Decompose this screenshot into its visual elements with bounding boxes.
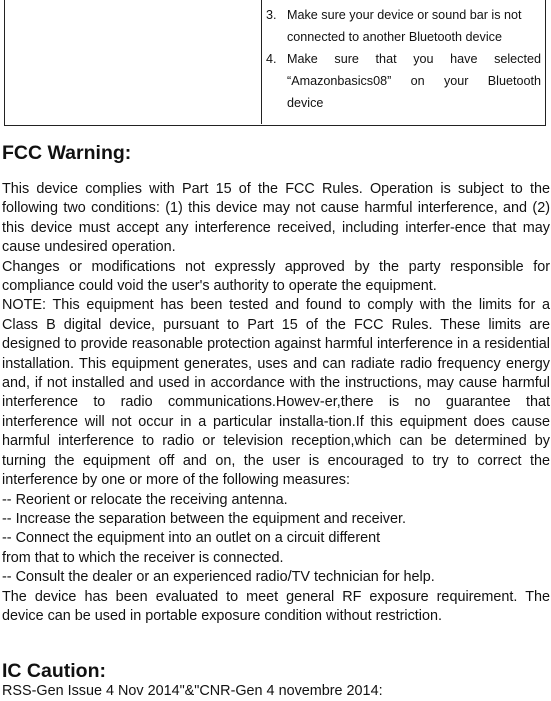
step-text-line: Make sure that you have selected: [287, 52, 541, 66]
step-number: 4.: [266, 52, 277, 66]
step-text-line: device: [287, 96, 324, 110]
table-right-cell: [262, 0, 543, 124]
step-number: 3.: [266, 8, 277, 22]
fcc-measure-item: from that to which the receiver is connected.: [2, 549, 284, 566]
fcc-compliance-paragraph: This device complies with Part 15 of the FCC Rules. Operation is subject to the following two conditions: (1) this device may not cause harmful interference, and (2) this device must accept any interference received, including interfer-ence that may cause undesired operation.: [2, 181, 550, 256]
fcc-warning-body: [2, 180, 550, 626]
fcc-note-paragraph: NOTE: This equipment has been tested and found to comply with the limits for a Class B digital device, pursuant to Part 15 of the FCC Rules. These limits are designed to provide reasonable protection against harmful interference in a residential installation. This equipment generates, uses and can radiate radio frequency energy and, if not installed and used in accordance with the instructions, may cause harmful interference to radio communications.Howev-er,there is no guarantee that interference will not occur in a particular installa-tion.If this equipment does cause harmful interference to radio or television reception,which can be determined by turning the equipment off and on, the user is encouraged to try to correct the interference by one or more of the following measures:: [2, 297, 550, 489]
bluetooth-troubleshooting-table: [4, 0, 546, 126]
fcc-measure-item: -- Connect the equipment into an outlet on a circuit different: [2, 530, 381, 547]
step-text-line: connected to another Bluetooth device: [287, 30, 502, 44]
step-text-line: “Amazonbasics08” on your Bluetooth: [287, 74, 541, 88]
fcc-measure-item: -- Increase the separation between the equipment and receiver.: [2, 510, 406, 527]
fcc-measure-item: -- Reorient or relocate the receiving antenna.: [2, 491, 288, 508]
ic-caution-first-line: RSS-Gen Issue 4 Nov 2014"&"CNR-Gen 4 novembre 2014:: [2, 683, 383, 699]
fcc-measure-item: -- Consult the dealer or an experienced radio/TV technician for help.: [2, 569, 435, 586]
fcc-warning-heading: FCC Warning:: [2, 142, 132, 164]
step-4: [262, 48, 543, 114]
step-text-line: Make sure your device or sound bar is not: [287, 8, 522, 22]
fcc-modifications-paragraph: Changes or modifications not expressly approved by the party responsible for compliance could void the user's authority to operate the equipment.: [2, 258, 550, 295]
step-3: [262, 4, 543, 48]
fcc-rf-exposure-paragraph: The device has been evaluated to meet general RF exposure requirement. The device can be used in portable exposure condition without restriction.: [2, 588, 550, 624]
ic-caution-heading: IC Caution:: [2, 660, 106, 682]
table-left-cell: [5, 0, 262, 124]
